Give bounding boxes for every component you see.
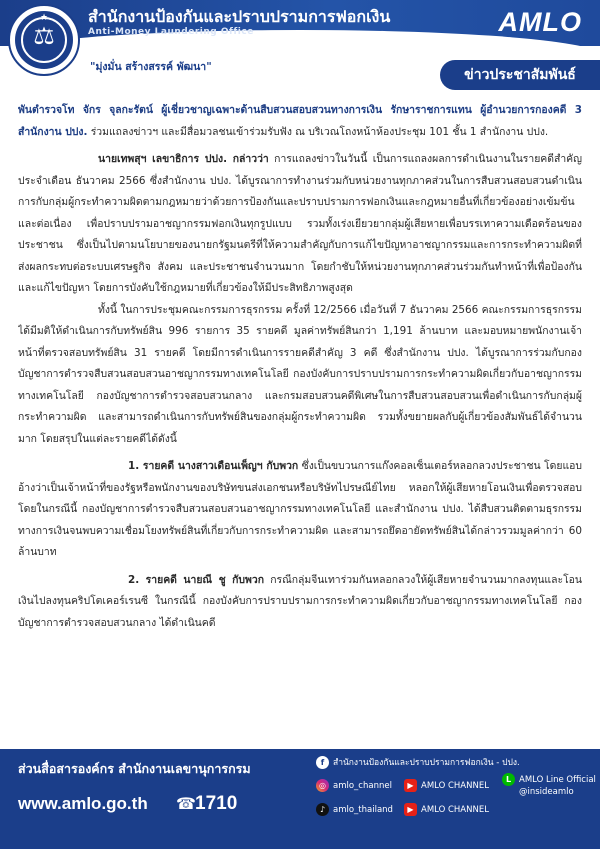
tiktok-icon: ♪ bbox=[316, 803, 329, 816]
page-header bbox=[0, 0, 600, 96]
facebook-icon: f bbox=[316, 756, 329, 769]
phone-icon: ☎ bbox=[176, 794, 196, 813]
tiktok-link[interactable] bbox=[316, 803, 393, 816]
article-body bbox=[18, 100, 582, 736]
youtube-link[interactable] bbox=[404, 779, 489, 792]
lead-rest: ร่วมแถลงข่าวฯ และมีสื่อมวลชนเข้าร่วมรับฟัง ณ บริเวณโถงหน้าห้องประชุม 101 ชั้น 1 สำนักงาน ปปง. bbox=[87, 125, 549, 138]
slogan: "มุ่งมั่น สร้างสรรค์ พัฒนา" bbox=[90, 61, 212, 73]
case-1-paragraph bbox=[18, 456, 582, 564]
tiktok-label: amlo_thailand bbox=[333, 805, 393, 815]
case-2-text: กรณีกลุ่มจีนเทาร่วมกันหลอกลวงให้ผู้เสียหายจำนวนมากลงทุนและโอนเงินไปลงทุนคริปโตเคอร์เรนซี ในกรณีนี้ กองบังคับการปราบปรามการกระทำความผิดเกี่ยวกับอาชญากรรมทางเทคโนโลยี กองบัญชาการตำรวจสอบสวนกลาง ได้ดำเนินคดี bbox=[18, 573, 582, 629]
org-name-thai: สำนักงานป้องกันและปราบปรามการฟอกเงิน bbox=[88, 7, 391, 26]
paragraph-committee: ทั้งนี้ ในการประชุมคณะกรรมการธุรกรรม ครั้งที่ 12/2566 เมื่อวันที่ 7 ธันวาคม 2566 คณะกรรมการธุรกรรมได้มีมติให้ดำเนินการกับทรัพย์สิน 996 รายการ 35 รายคดี มูลค่าทรัพย์สินกว่า 1,191 ล้านบาท และมอบหมายพนักงานเจ้าหน้าที่ตรวจสอบทรัพย์สิน 31 รายคดี โดยมีการดำเนินการรายคดีสำคัญ 3 คดี ซึ่งสำนักงาน ปปง. ได้บูรณาการร่วมกับกองบัญชาการตำรวจสืบสวนสอบสวนอาชญากรรมทางเทคโนโลยี กองบังคับการปราบปรามการกระทำความผิดเกี่ยวกับอาชญากรรมทางเทคโนโลยี กองบัญชาการตำรวจสอบสวนกลาง และกรมสอบสวนคดีพิเศษในการสืบสวนสอบสวนเพื่อดำเนินการกับกลุ่มผู้กระทำความผิด และสามารถดำเนินการกับทรัพย์สินของกลุ่มผู้กระทำความผิด รวมทั้งขยายผลกับผู้เกี่ยวข้องสัมพันธ์ได้จำนวนมาก โดยสรุปในแต่ละรายคดีได้ดังนี้ bbox=[18, 303, 582, 445]
amlo-brand-wordmark: AMLO bbox=[498, 7, 582, 37]
case-1-title: 1. รายคดี นางสาวเดือนเพ็ญฯ กับพวก bbox=[128, 460, 299, 472]
secretary-text: การแถลงข่าวในวันนี้ เป็นการแถลงผลการดำเนินงานในรายคดีสำคัญ ประจำเดือน ธันวาคม 2566 ซึ่งสำนักงาน ปปง. ได้บูรณาการทำงานร่วมกับหน่วยงานทุกภาคส่วนในการสืบสวนสอบสวนดำเนินการกับกลุ่มผู้กระทำความผิดตามกฎหมายว่าด้วยการป้องกันและปราบปรามการฟอกเงินและกฎหมายอื่นที่เกี่ยวข้องอย่างเข้มข้นและต่อเนื่อง เพื่อปราบปรามอาชญากรรมฟอกเงินทุกรูปแบบ รวมทั้งเร่งเยียวยากลุ่มผู้เสียหายเพื่อบรรเทาความเดือดร้อนของประชาชน ซึ่งเป็นไปตามนโยบายของนายกรัฐมนตรีที่ให้ความสำคัญกับการแก้ไขปัญหาอาชญากรรมและการกระทำความผิดที่ส่งผลกระทบต่อระบบเศรษฐกิจ สังคม และประชาชนจำนวนมาก โดยกำชับให้หน่วยงานทุกภาคส่วนร่วมกันทำหน้าที่เพื่อป้องกันและแก้ไขปัญหา โดยการบังคับใช้กฎหมายที่เกี่ยวข้องให้มีประสิทธิภาพสูงสุด bbox=[18, 153, 582, 294]
case-2-paragraph bbox=[18, 570, 582, 635]
instagram-icon: ◎ bbox=[316, 779, 329, 792]
facebook-link[interactable] bbox=[316, 755, 520, 769]
footer-hotline[interactable]: 1710 bbox=[195, 793, 238, 814]
youtube-icon-2: ▶ bbox=[404, 803, 417, 816]
youtube-link-2[interactable] bbox=[404, 803, 489, 816]
case-1-text: ซึ่งเป็นขบวนการแก๊งคอลเซ็นเตอร์หลอกลวงประชาชน โดยแอบอ้างว่าเป็นเจ้าหน้าที่ของรัฐหรือพนักงานของบริษัทขนส่งเอกชนหรือบริษัทไปรษณีย์ไทย หลอกให้ผู้เสียหายโอนเงินเพื่อตรวจสอบ โดยในกรณีนี้ กองบัญชาการตำรวจสืบสวนสอบสวนอาชญากรรมทางเทคโนโลยี และสำนักงาน ปปง. ได้สืบสวนติดตามธุรกรรมทางการเงินจนพบความเชื่อมโยงทรัพย์สินที่เกี่ยวกับการกระทำความผิด และสามารถยึดอายัดทรัพย์สินได้กล่าวรวมมูลค่ากว่า 60 ล้านบาท bbox=[18, 460, 582, 558]
star-icon: ★ bbox=[39, 13, 49, 23]
case-2-title: 2. รายคดี นายณี ชู กับพวก bbox=[128, 573, 264, 586]
secretary-bold: นายเทพสุฯ เลขาธิการ ปปง. กล่าวว่า bbox=[98, 153, 269, 165]
line-label: AMLO Line Official bbox=[519, 775, 596, 785]
youtube-label: AMLO CHANNEL bbox=[421, 781, 489, 791]
instagram-link[interactable] bbox=[316, 779, 392, 792]
amlo-emblem-logo bbox=[8, 4, 80, 76]
page-footer bbox=[0, 749, 600, 849]
footer-department: ส่วนสื่อสารองค์กร สำนักงานเลขานุการกรม bbox=[18, 761, 251, 776]
facebook-label: สำนักงานป้องกันและปราบปรามการฟอกเงิน - ปปง. bbox=[333, 758, 520, 768]
line-id[interactable]: @insideamlo bbox=[519, 787, 574, 797]
youtube-label-2: AMLO CHANNEL bbox=[421, 805, 489, 815]
footer-website[interactable]: www.amlo.go.th bbox=[18, 794, 148, 813]
lead-paragraph bbox=[18, 100, 582, 143]
paragraph-secretary bbox=[18, 149, 582, 300]
line-icon: L bbox=[502, 773, 515, 786]
press-release-tag bbox=[440, 60, 600, 90]
press-release-label: ข่าวประชาสัมพันธ์ bbox=[464, 67, 576, 83]
youtube-icon: ▶ bbox=[404, 779, 417, 792]
scales-icon: ⚖ bbox=[33, 22, 55, 50]
lead-bold: พันตำรวจโท จักร จุลกะรัตน์ ผู้เชี่ยวชาญเฉพาะด้านสืบสวนสอบสวนทางการเงิน รักษาราชการแทน ผู้อำนวยการกองคดี 3 สำนักงาน ปปง. bbox=[18, 104, 582, 138]
org-name-english: Anti-Money Laundering Office bbox=[88, 27, 254, 37]
instagram-label: amlo_channel bbox=[333, 781, 392, 791]
line-link[interactable] bbox=[502, 773, 596, 786]
